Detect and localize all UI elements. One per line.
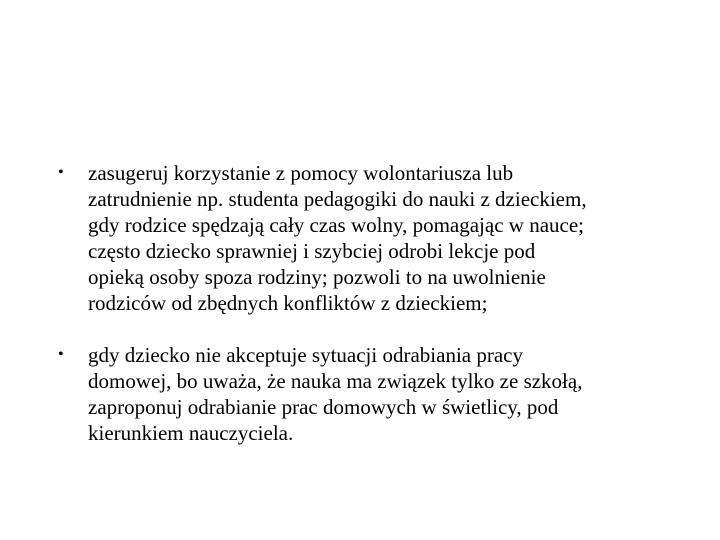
bullet-text-line: zasugeruj korzystanie z pomocy wolontariusza lub — [88, 161, 514, 185]
bullet-list — [56, 160, 686, 446]
bullet-item-after-school-club — [56, 342, 686, 446]
bullet-text-line: rodziców od zbędnych konfliktów z dzieckiem; — [88, 291, 488, 315]
bullet-text-line: gdy rodzice spędzają cały czas wolny, pomagając w nauce; — [88, 213, 584, 237]
bullet-text-line: zatrudnienie np. studenta pedagogiki do nauki z dzieckiem, — [88, 187, 587, 211]
bullet-text-line: zaproponuj odrabianie prac domowych w świetlicy, pod — [88, 395, 559, 419]
bullet-text-line: gdy dziecko nie akceptuje sytuacji odrabiania pracy — [88, 343, 523, 367]
bullet-item-volunteer — [56, 160, 686, 316]
bullet-marker: • — [58, 164, 64, 181]
bullet-text-line: opieką osoby spoza rodziny; pozwoli to na uwolnienie — [88, 265, 546, 289]
bullet-text-line: kierunkiem nauczyciela. — [88, 421, 294, 445]
bullet-text-line: często dziecko sprawniej i szybciej odrobi lekcje pod — [88, 239, 536, 263]
bullet-text-line: domowej, bo uważa, że nauka ma związek tylko ze szkołą, — [88, 369, 583, 393]
bullet-marker: • — [58, 346, 64, 363]
